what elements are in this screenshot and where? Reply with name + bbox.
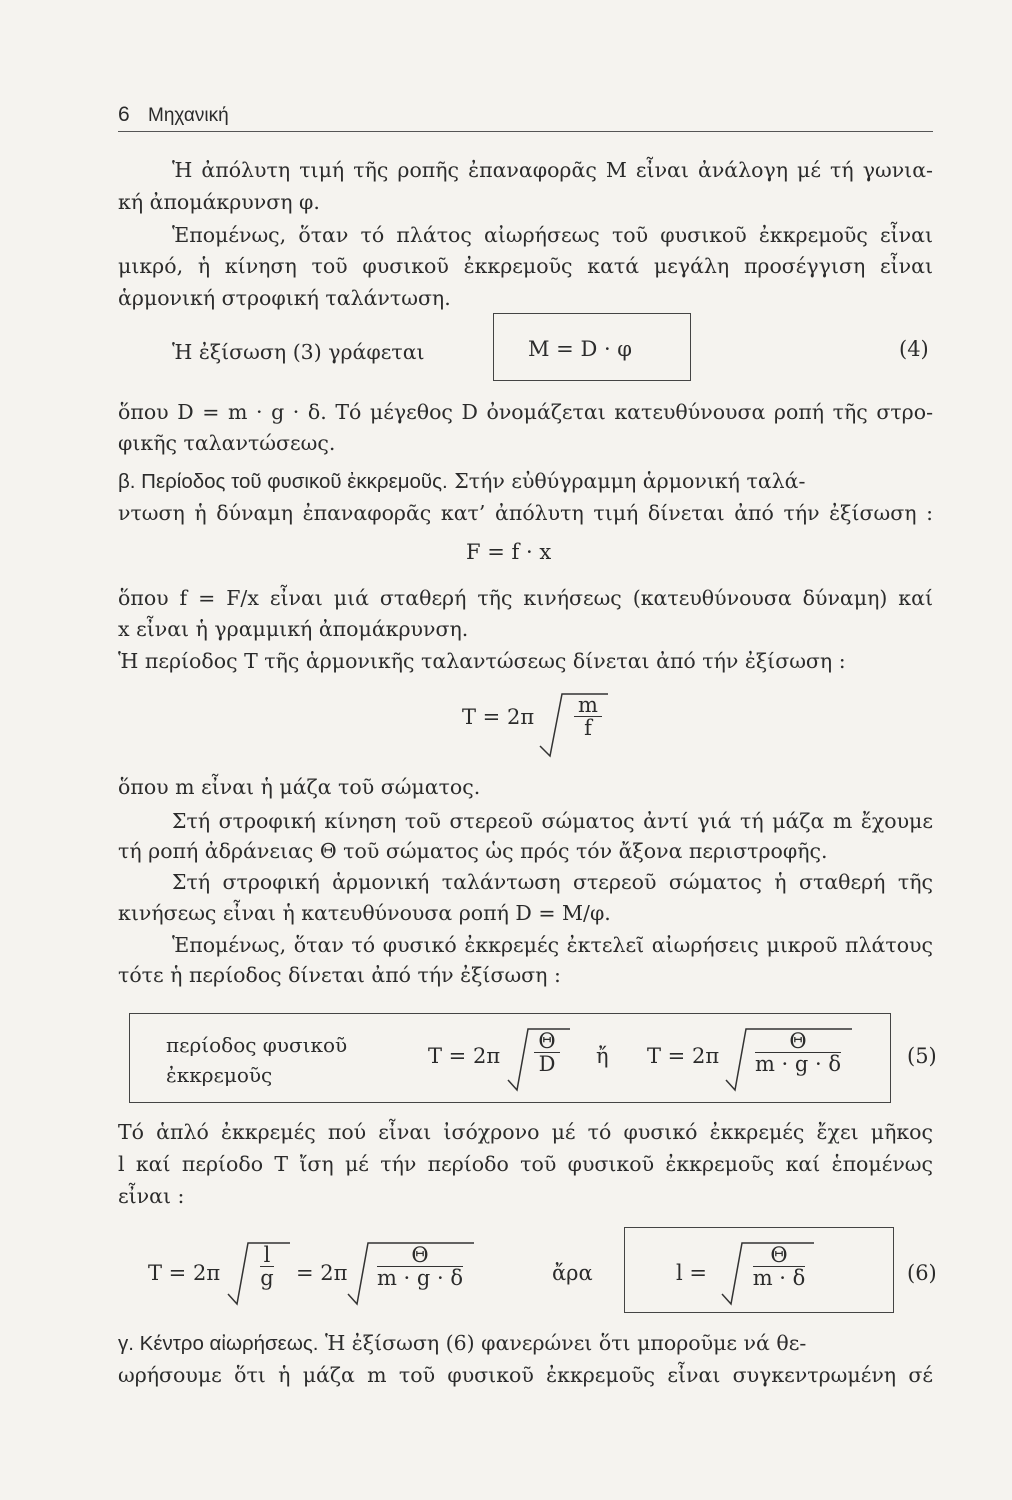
equation-number: (4): [899, 337, 929, 361]
paragraph-line: x εἶναι ἡ γραμμική ἀπομάκρυνση.: [118, 617, 469, 641]
equation-6-l: l =: [676, 1261, 707, 1285]
paragraph-line: ὅπου f = F/x εἶναι μιά σταθερή τῆς κινήσεως (κατευθύνουσα δύναμη) καί: [118, 586, 933, 610]
label-line: περίοδος φυσικοῦ: [166, 1033, 348, 1057]
equation-force: F = f · x: [466, 540, 552, 564]
equation-4: M = D · φ: [528, 337, 633, 361]
denominator: g: [260, 1266, 274, 1290]
paragraph-line: εἶναι :: [118, 1184, 185, 1208]
paragraph-line: κή ἀπομάκρυνση φ.: [118, 190, 320, 214]
fraction: [250, 1244, 284, 1289]
ara-word: ἄρα: [552, 1261, 593, 1285]
section-heading: γ. Κέντρο αἰωρήσεως.: [118, 1332, 319, 1355]
paragraph-line: ὅπου D = m · g · δ. Τό μέγεθος D ὀνομάζεται κατευθύνουσα ροπή τῆς στρο-: [118, 400, 933, 424]
or-word: ἤ: [596, 1044, 609, 1068]
numerator: l: [260, 1244, 275, 1267]
page-header: [118, 103, 933, 132]
section-text: Στήν εὐθύγραμμη ἁρμονική ταλά-: [454, 469, 806, 493]
paragraph-line: l καί περίοδο T ἴση μέ τήν περίοδο τοῦ φυσικοῦ ἐκκρεμοῦς καί ἑπομένως: [118, 1152, 933, 1176]
running-title: Μηχανική: [148, 105, 229, 126]
section-heading: β. Περίοδος τοῦ φυσικοῦ ἐκκρεμοῦς.: [118, 470, 448, 493]
equation-5-lhs: T = 2π: [428, 1044, 501, 1068]
paragraph-line: Ἡ ἀπόλυτη τιμή τῆς ροπῆς ἐπαναφορᾶς Μ εἶναι ἀνάλογη μέ τή γωνια-: [172, 158, 933, 182]
fraction: [370, 1244, 470, 1289]
fraction: [748, 1030, 848, 1075]
denominator: m · g · δ: [376, 1266, 464, 1290]
equation-5-label: [166, 1030, 347, 1090]
denominator: m · g · δ: [754, 1052, 842, 1076]
paragraph-line: Στή στροφική κίνηση τοῦ στερεοῦ σώματος ἀντί γιά τή μάζα m ἔχουμε: [172, 809, 933, 833]
paragraph-line: τή ροπή ἀδράνειας Θ τοῦ σώματος ὡς πρός τόν ἄξονα περιστροφῆς.: [118, 839, 828, 863]
paragraph-line: φικῆς ταλαντώσεως.: [118, 431, 336, 455]
numerator: Θ: [755, 1030, 841, 1053]
denominator: D: [538, 1052, 556, 1076]
paragraph-line: ὅπου m εἶναι ἡ μάζα τοῦ σώματος.: [118, 775, 481, 799]
paragraph-line: Ἑπομένως, ὅταν τό πλάτος αἰωρήσεως τοῦ φυσικοῦ ἐκκρεμοῦς εἶναι: [172, 223, 933, 247]
paragraph-line: τότε ἡ περίοδος δίνεται ἀπό τήν ἐξίσωση :: [118, 963, 561, 987]
numerator: Θ: [534, 1030, 559, 1053]
label-line: ἐκκρεμοῦς: [166, 1063, 273, 1087]
paragraph-line: Τό ἁπλό ἐκκρεμές πού εἶναι ἰσόχρονο μέ τό φυσικό ἐκκρεμές ἔχει μῆκος: [118, 1120, 933, 1144]
paragraph-line: ἁρμονική στροφική ταλάντωση.: [118, 286, 451, 310]
paragraph-line: Ἡ περίοδος T τῆς ἁρμονικῆς ταλαντώσεως δίνεται ἀπό τήν ἐξίσωση :: [118, 649, 846, 673]
equation-6-mid: = 2π: [296, 1261, 348, 1285]
fraction: [744, 1244, 814, 1289]
paragraph-line: ωρήσουμε ὅτι ἡ μάζα m τοῦ φυσικοῦ ἐκκρεμοῦς εἶναι συγκεντρωμένη σέ: [118, 1363, 933, 1387]
paragraph-line: Στή στροφική ἁρμονική ταλάντωση στερεοῦ σώματος ἡ σταθερή τῆς: [172, 870, 933, 894]
equation-5-lhs-2: T = 2π: [647, 1044, 720, 1068]
denominator: f: [584, 716, 592, 740]
numerator: Θ: [753, 1244, 806, 1267]
equation-intro: Ἡ ἐξίσωση (3) γράφεται: [172, 340, 425, 364]
paragraph-line: κινήσεως εἶναι ἡ κατευθύνουσα ροπή D = M/φ.: [118, 901, 611, 925]
equation-6-lhs: T = 2π: [148, 1261, 221, 1285]
numerator: m: [574, 694, 602, 717]
section-text: Ἡ ἐξίσωση (6) φανερώνει ὅτι μποροῦμε νά θε-: [324, 1331, 807, 1355]
equation-number: (6): [907, 1261, 937, 1285]
fraction: [530, 1030, 564, 1075]
denominator: m · δ: [752, 1266, 806, 1290]
paragraph-line: ντωση ἡ δύναμη ἐπαναφορᾶς κατ’ ἀπόλυτη τιμή δίνεται ἀπό τήν ἐξίσωση :: [118, 501, 933, 525]
equation-period-lhs: T = 2π: [462, 705, 535, 729]
fraction: [568, 694, 608, 739]
numerator: Θ: [377, 1244, 463, 1267]
section-c-line: [118, 1328, 933, 1359]
page-number: 6: [118, 103, 130, 126]
paragraph-line: Ἑπομένως, ὅταν τό φυσικό ἐκκρεμές ἐκτελεῖ αἰωρήσεις μικροῦ πλάτους: [172, 933, 933, 957]
section-b-line: [118, 466, 933, 497]
equation-number: (5): [907, 1044, 937, 1068]
paragraph-line: μικρό, ἡ κίνηση τοῦ φυσικοῦ ἐκκρεμοῦς κατά μεγάλη προσέγγιση εἶναι: [118, 254, 933, 278]
